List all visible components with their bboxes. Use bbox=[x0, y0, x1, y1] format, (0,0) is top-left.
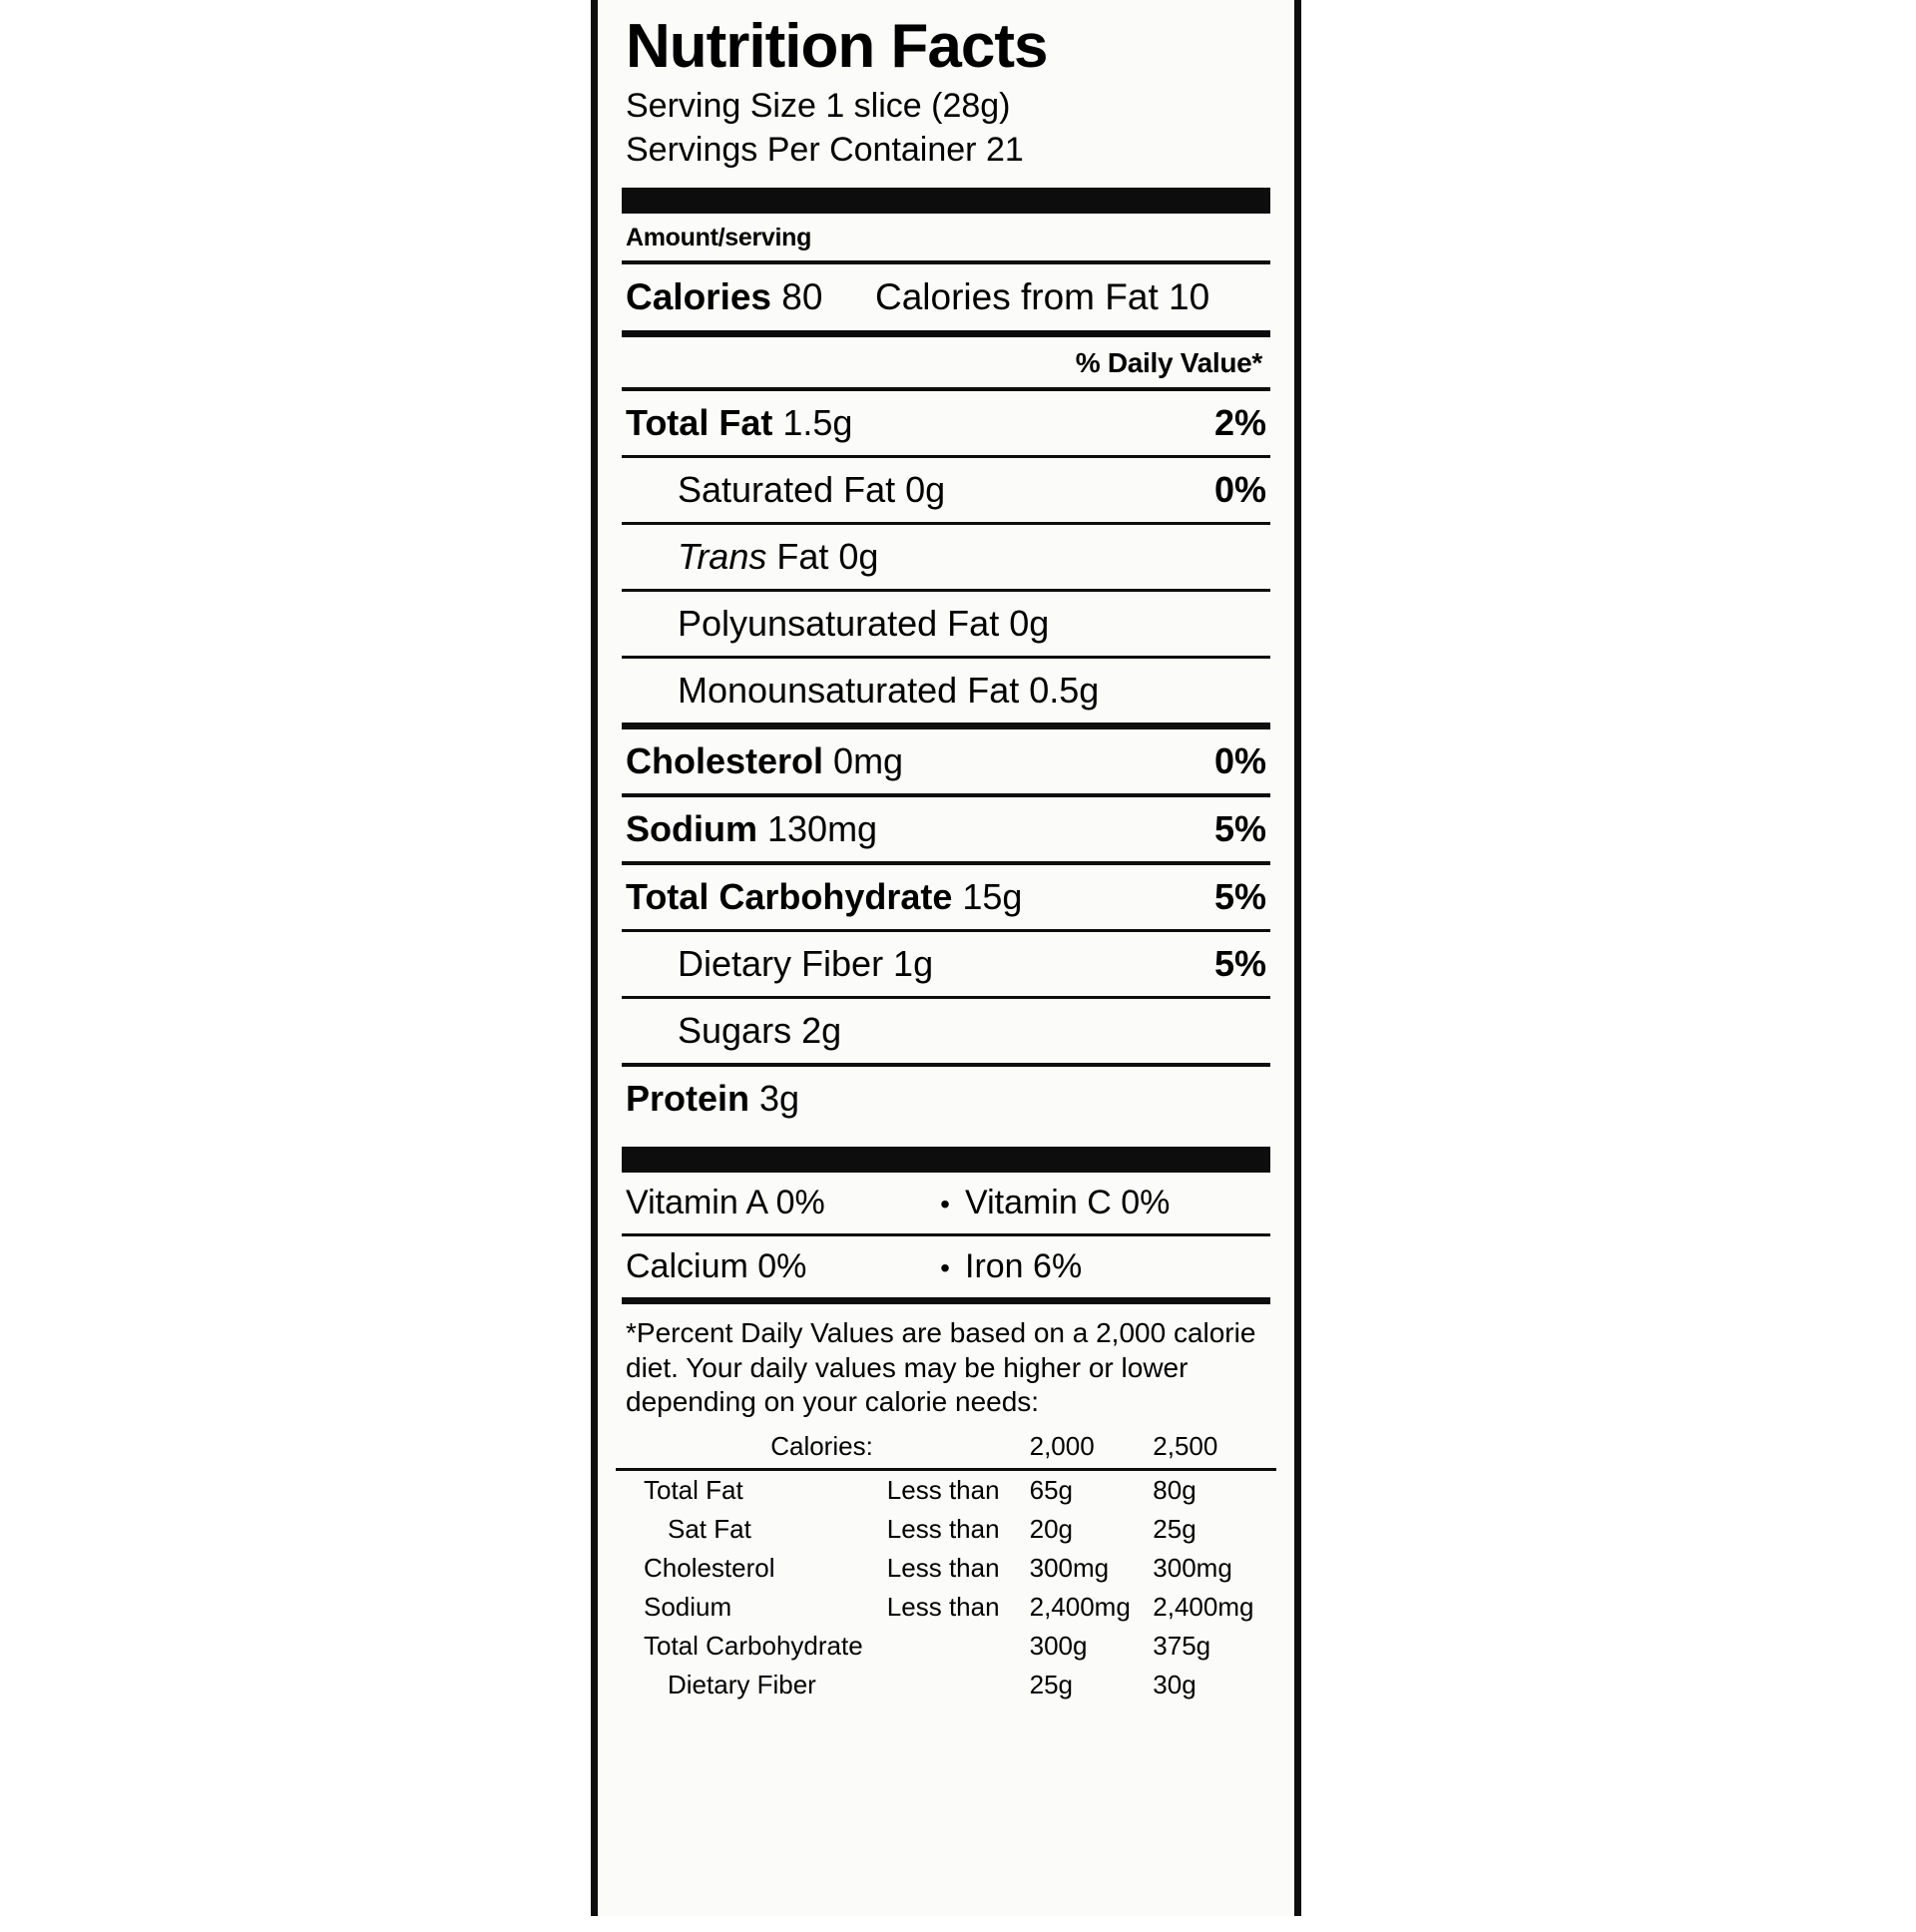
vitamin-c-value: Vitamin C 0% bbox=[965, 1184, 1171, 1222]
total-fat-dv: 2% bbox=[1213, 402, 1266, 444]
dv-2000: 300mg bbox=[1029, 1552, 1110, 1583]
saturated-fat-label: Saturated Fat 0g bbox=[678, 469, 946, 511]
header-2000: 2,000 bbox=[1029, 1430, 1095, 1461]
calories-value: 80 bbox=[781, 276, 823, 318]
dv-2000: 20g bbox=[1029, 1513, 1073, 1544]
trans-fat-label bbox=[626, 536, 1266, 578]
row-monounsaturated-fat bbox=[616, 659, 1276, 723]
divider-below-calories bbox=[622, 330, 1270, 337]
total-carbohydrate-label bbox=[626, 876, 1214, 918]
saturated-fat-dv: 0% bbox=[1213, 469, 1266, 511]
dv-qualifier: Less than bbox=[886, 1552, 1000, 1583]
servings-per-container-text: Servings Per Container 21 bbox=[626, 131, 1024, 170]
total-carbohydrate-name: Total Carbohydrate bbox=[626, 876, 953, 918]
row-trans-fat bbox=[616, 525, 1276, 589]
cholesterol-label bbox=[626, 740, 1214, 782]
header-calories-label: Calories: bbox=[770, 1430, 873, 1461]
bullet-separator-icon-2: • bbox=[940, 1252, 950, 1284]
divider-thick-vitamins bbox=[622, 1147, 1270, 1173]
calories-left bbox=[626, 276, 875, 318]
divider-above-cholesterol bbox=[622, 723, 1270, 729]
dv-2500: 80g bbox=[1153, 1474, 1197, 1505]
protein-name: Protein bbox=[626, 1078, 750, 1120]
dv-qualifier: Less than bbox=[886, 1513, 1000, 1544]
table-row bbox=[616, 1627, 1276, 1666]
trans-word: Trans bbox=[678, 536, 767, 578]
daily-value-footnote: *Percent Daily Values are based on a 2,000 calorie diet. Your daily values may be higher or lower depending on your calorie needs: bbox=[626, 1317, 1256, 1417]
row-dietary-fiber bbox=[616, 932, 1276, 996]
sodium-name: Sodium bbox=[626, 808, 757, 850]
row-sodium bbox=[616, 797, 1276, 861]
cholesterol-name: Cholesterol bbox=[626, 740, 824, 782]
polyunsaturated-fat-label: Polyunsaturated Fat 0g bbox=[678, 603, 1050, 645]
vitamin-a-value: Vitamin A 0% bbox=[626, 1184, 825, 1222]
divider-above-footnote bbox=[622, 1297, 1270, 1304]
dv-qualifier bbox=[887, 1666, 1030, 1704]
row-protein bbox=[616, 1067, 1276, 1131]
row-total-fat bbox=[616, 391, 1276, 455]
protein-label bbox=[626, 1078, 1266, 1120]
nutrition-facts-label bbox=[591, 0, 1301, 1916]
total-fat-name: Total Fat bbox=[626, 402, 773, 444]
calcium-value: Calcium 0% bbox=[626, 1247, 807, 1286]
dv-2000: 65g bbox=[1029, 1474, 1073, 1505]
row-polyunsaturated-fat bbox=[616, 592, 1276, 656]
calories-row bbox=[616, 264, 1276, 330]
row-vitamins-2 bbox=[616, 1236, 1276, 1297]
trans-fat-rest: Fat 0g bbox=[766, 536, 879, 578]
table-row bbox=[616, 1588, 1276, 1627]
dv-nutrient: Total Carbohydrate bbox=[644, 1630, 863, 1661]
dv-2000: 2,400mg bbox=[1029, 1591, 1131, 1622]
protein-amount: 3g bbox=[749, 1078, 800, 1120]
total-fat-amount: 1.5g bbox=[772, 402, 853, 444]
dietary-fiber-label: Dietary Fiber 1g bbox=[678, 943, 934, 985]
divider-thick-top bbox=[622, 188, 1270, 214]
cholesterol-dv: 0% bbox=[1213, 740, 1266, 782]
calories-from-fat: Calories from Fat 10 bbox=[875, 276, 1210, 318]
total-carbohydrate-amount: 15g bbox=[952, 876, 1023, 918]
dv-nutrient: Total Fat bbox=[644, 1474, 743, 1505]
dv-nutrient: Cholesterol bbox=[644, 1552, 775, 1583]
dietary-fiber-dv: 5% bbox=[1213, 943, 1266, 985]
row-cholesterol bbox=[616, 729, 1276, 793]
dv-nutrient: Sat Fat bbox=[668, 1513, 751, 1544]
bullet-separator-icon: • bbox=[940, 1189, 950, 1220]
dv-nutrient: Sodium bbox=[644, 1591, 732, 1622]
row-vitamins-1 bbox=[616, 1173, 1276, 1233]
row-saturated-fat bbox=[616, 458, 1276, 522]
daily-value-header: % Daily Value* bbox=[1075, 347, 1262, 379]
row-total-carbohydrate bbox=[616, 865, 1276, 929]
total-carbohydrate-dv: 5% bbox=[1213, 876, 1266, 918]
calories-label: Calories bbox=[626, 276, 772, 318]
dv-qualifier: Less than bbox=[886, 1474, 1000, 1505]
dv-2000: 300g bbox=[1029, 1630, 1088, 1661]
monounsaturated-fat-label: Monounsaturated Fat 0.5g bbox=[678, 670, 1100, 712]
dv-2500: 300mg bbox=[1153, 1552, 1232, 1583]
dv-2500: 375g bbox=[1153, 1630, 1211, 1661]
cholesterol-amount: 0mg bbox=[823, 740, 904, 782]
iron-value: Iron 6% bbox=[965, 1247, 1083, 1286]
dv-2500: 25g bbox=[1153, 1513, 1197, 1544]
table-row bbox=[616, 1471, 1276, 1510]
amount-per-serving-header: Amount/serving bbox=[626, 224, 812, 252]
sugars-label: Sugars 2g bbox=[678, 1010, 842, 1052]
dv-2000: 25g bbox=[1029, 1669, 1073, 1699]
table-row bbox=[616, 1510, 1276, 1549]
table-row bbox=[616, 1549, 1276, 1588]
sodium-amount: 130mg bbox=[757, 808, 878, 850]
dv-qualifier bbox=[887, 1627, 1030, 1666]
table-header-row bbox=[616, 1427, 1276, 1470]
daily-values-table bbox=[616, 1427, 1276, 1704]
dv-qualifier: Less than bbox=[886, 1591, 1000, 1622]
total-fat-label bbox=[626, 402, 1214, 444]
sodium-label bbox=[626, 808, 1214, 850]
table-row bbox=[616, 1666, 1276, 1704]
page-title: Nutrition Facts bbox=[626, 12, 1048, 81]
header-2500: 2,500 bbox=[1153, 1430, 1218, 1461]
row-sugars bbox=[616, 999, 1276, 1063]
dv-nutrient: Dietary Fiber bbox=[668, 1669, 816, 1699]
sodium-dv: 5% bbox=[1213, 808, 1266, 850]
dv-2500: 2,400mg bbox=[1153, 1591, 1254, 1622]
dv-2500: 30g bbox=[1153, 1669, 1197, 1699]
serving-size-text: Serving Size 1 slice (28g) bbox=[626, 87, 1011, 125]
header-blank bbox=[887, 1427, 1030, 1470]
